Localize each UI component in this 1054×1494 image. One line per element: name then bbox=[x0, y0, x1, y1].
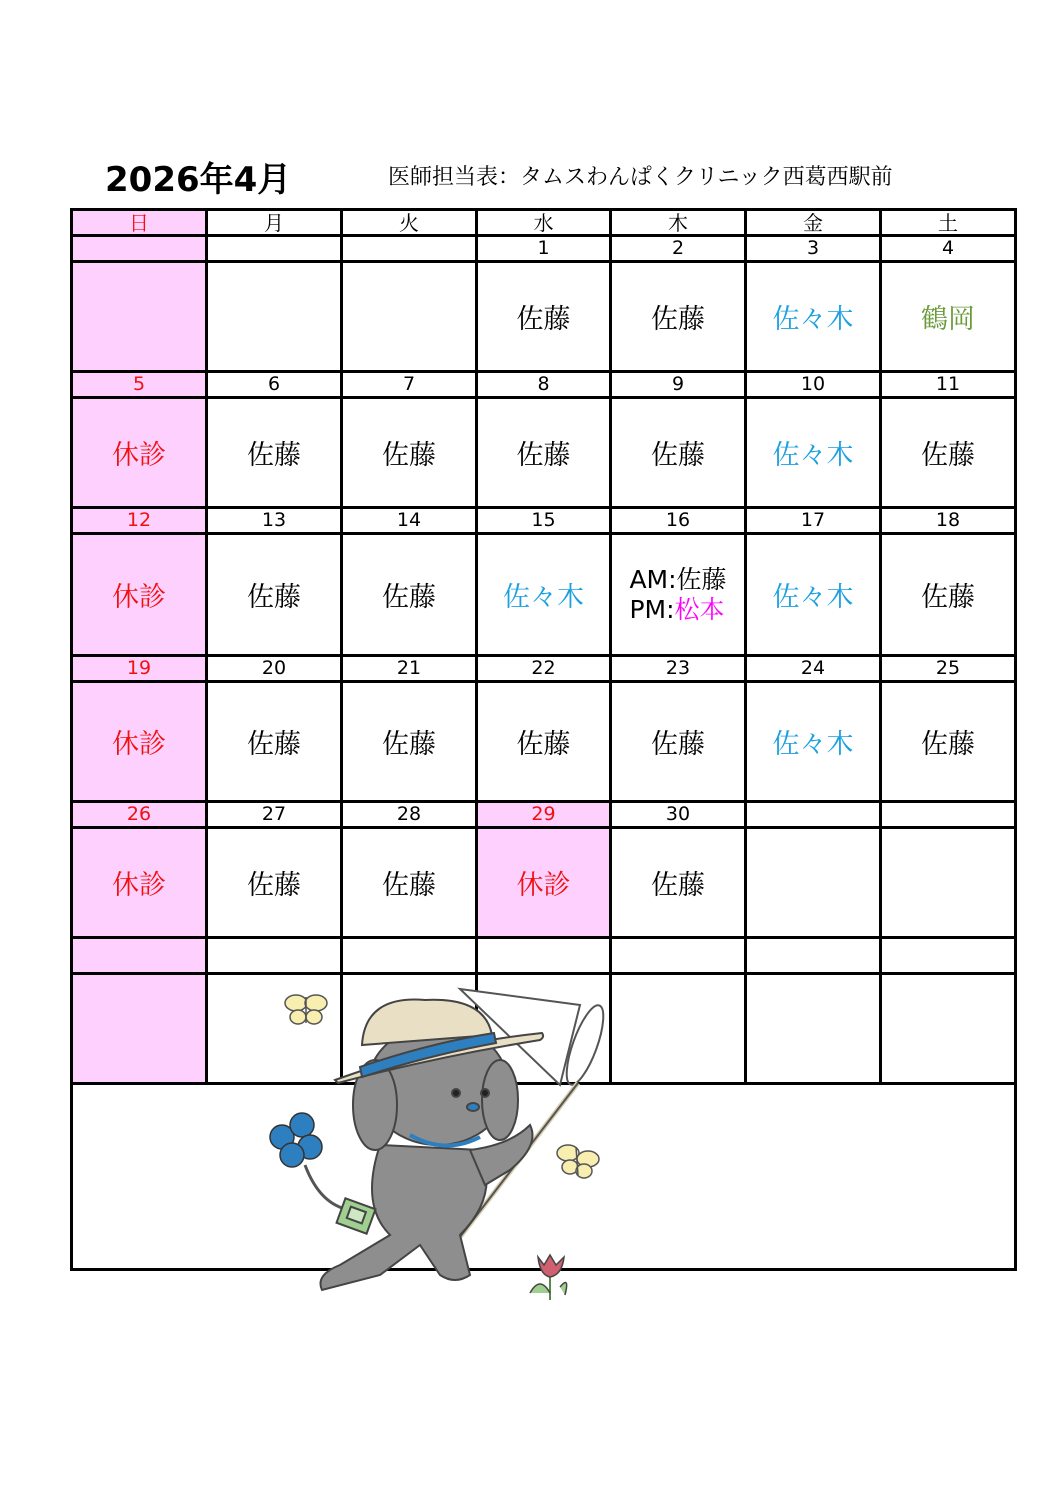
doctor-cell: 佐藤 bbox=[611, 262, 746, 372]
pm-doctor: 松本 bbox=[674, 594, 725, 624]
doctor-schedule-calendar bbox=[70, 208, 1017, 1271]
date-row bbox=[72, 938, 1016, 974]
date-cell: 18 bbox=[881, 508, 1016, 534]
date-cell: 17 bbox=[746, 508, 881, 534]
doctor-cell: 佐藤 bbox=[342, 682, 477, 802]
doctor-cell: 休診 bbox=[72, 682, 207, 802]
doctor-row bbox=[72, 974, 1016, 1084]
doctor-cell bbox=[746, 828, 881, 938]
date-cell bbox=[746, 802, 881, 828]
date-cell: 19 bbox=[72, 656, 207, 682]
date-cell: 24 bbox=[746, 656, 881, 682]
doctor-cell: 佐藤 bbox=[207, 398, 342, 508]
illustration-area bbox=[72, 1084, 1016, 1270]
date-row bbox=[72, 802, 1016, 828]
doctor-cell bbox=[72, 262, 207, 372]
date-cell: 7 bbox=[342, 372, 477, 398]
doctor-cell bbox=[207, 262, 342, 372]
date-row bbox=[72, 508, 1016, 534]
doctor-cell: 佐々木 bbox=[746, 262, 881, 372]
doctor-cell: 休診 bbox=[72, 398, 207, 508]
date-cell: 11 bbox=[881, 372, 1016, 398]
doctor-cell: 休診 bbox=[477, 828, 611, 938]
doctor-cell: 佐藤 bbox=[342, 534, 477, 656]
page-title: 2026年4月 bbox=[105, 160, 292, 200]
doctor-cell: 佐藤 bbox=[611, 682, 746, 802]
doctor-cell: 佐藤 bbox=[207, 682, 342, 802]
doctor-cell: 佐藤 bbox=[477, 262, 611, 372]
doctor-cell bbox=[881, 974, 1016, 1084]
doctor-cell: 佐藤 bbox=[207, 828, 342, 938]
date-cell: 21 bbox=[342, 656, 477, 682]
doctor-cell: 鶴岡 bbox=[881, 262, 1016, 372]
doctor-cell: 佐藤 bbox=[881, 398, 1016, 508]
doctor-cell bbox=[342, 262, 477, 372]
doctor-cell bbox=[477, 974, 611, 1084]
doctor-cell: 佐々木 bbox=[746, 534, 881, 656]
date-cell: 5 bbox=[72, 372, 207, 398]
date-row bbox=[72, 656, 1016, 682]
weekday-thu: 木 bbox=[611, 210, 746, 236]
doctor-cell: 休診 bbox=[72, 828, 207, 938]
am-label: AM: bbox=[629, 564, 677, 594]
date-cell: 2 bbox=[611, 236, 746, 262]
am-line bbox=[629, 565, 726, 595]
weekday-fri: 金 bbox=[746, 210, 881, 236]
date-cell: 27 bbox=[207, 802, 342, 828]
doctor-cell bbox=[881, 828, 1016, 938]
date-cell: 3 bbox=[746, 236, 881, 262]
date-cell bbox=[207, 938, 342, 974]
date-cell: 28 bbox=[342, 802, 477, 828]
weekday-sun: 日 bbox=[72, 210, 207, 236]
doctor-cell: 佐藤 bbox=[477, 398, 611, 508]
pm-label: PM: bbox=[629, 594, 675, 624]
doctor-cell: 佐藤 bbox=[342, 398, 477, 508]
doctor-cell bbox=[746, 974, 881, 1084]
doctor-cell: 佐々木 bbox=[746, 398, 881, 508]
date-cell: 20 bbox=[207, 656, 342, 682]
date-cell: 22 bbox=[477, 656, 611, 682]
pm-line bbox=[629, 595, 726, 625]
date-cell: 29 bbox=[477, 802, 611, 828]
date-cell: 26 bbox=[72, 802, 207, 828]
date-cell bbox=[342, 938, 477, 974]
doctor-cell: 佐藤 bbox=[881, 534, 1016, 656]
date-cell: 10 bbox=[746, 372, 881, 398]
doctor-cell: 佐藤 bbox=[207, 534, 342, 656]
date-row bbox=[72, 236, 1016, 262]
date-cell: 1 bbox=[477, 236, 611, 262]
date-cell bbox=[72, 236, 207, 262]
doctor-cell bbox=[72, 974, 207, 1084]
date-cell bbox=[881, 938, 1016, 974]
doctor-cell: 佐藤 bbox=[611, 398, 746, 508]
am-doctor: 佐藤 bbox=[676, 564, 727, 594]
footer-row bbox=[72, 1084, 1016, 1270]
date-row bbox=[72, 372, 1016, 398]
date-cell bbox=[881, 802, 1016, 828]
doctor-row bbox=[72, 534, 1016, 656]
doctor-row bbox=[72, 828, 1016, 938]
weekday-wed: 水 bbox=[477, 210, 611, 236]
date-cell: 14 bbox=[342, 508, 477, 534]
date-cell: 8 bbox=[477, 372, 611, 398]
doctor-cell: 佐藤 bbox=[342, 828, 477, 938]
date-cell: 13 bbox=[207, 508, 342, 534]
date-cell: 30 bbox=[611, 802, 746, 828]
date-cell: 6 bbox=[207, 372, 342, 398]
date-cell: 12 bbox=[72, 508, 207, 534]
date-cell bbox=[72, 938, 207, 974]
date-cell bbox=[611, 938, 746, 974]
date-cell: 4 bbox=[881, 236, 1016, 262]
weekday-sat: 土 bbox=[881, 210, 1016, 236]
date-cell: 9 bbox=[611, 372, 746, 398]
doctor-cell: 佐藤 bbox=[477, 682, 611, 802]
doctor-cell: 佐々木 bbox=[746, 682, 881, 802]
page-subtitle: 医師担当表：タムスわんぱくクリニック西葛西駅前 bbox=[388, 165, 893, 190]
doctor-cell bbox=[342, 974, 477, 1084]
weekday-mon: 月 bbox=[207, 210, 342, 236]
date-cell: 16 bbox=[611, 508, 746, 534]
doctor-row bbox=[72, 398, 1016, 508]
weekday-tue: 火 bbox=[342, 210, 477, 236]
date-cell: 25 bbox=[881, 656, 1016, 682]
doctor-cell: 休診 bbox=[72, 534, 207, 656]
weekday-header-row bbox=[72, 210, 1016, 236]
date-cell bbox=[207, 236, 342, 262]
date-cell bbox=[342, 236, 477, 262]
doctor-row bbox=[72, 682, 1016, 802]
doctor-cell: 佐々木 bbox=[477, 534, 611, 656]
am-pm-schedule bbox=[629, 565, 726, 625]
date-cell: 15 bbox=[477, 508, 611, 534]
date-cell bbox=[477, 938, 611, 974]
doctor-row bbox=[72, 262, 1016, 372]
date-cell: 23 bbox=[611, 656, 746, 682]
doctor-cell: 佐藤 bbox=[881, 682, 1016, 802]
doctor-cell: 佐藤 bbox=[611, 828, 746, 938]
date-cell bbox=[746, 938, 881, 974]
doctor-cell bbox=[207, 974, 342, 1084]
doctor-cell-split bbox=[611, 534, 746, 656]
doctor-cell bbox=[611, 974, 746, 1084]
